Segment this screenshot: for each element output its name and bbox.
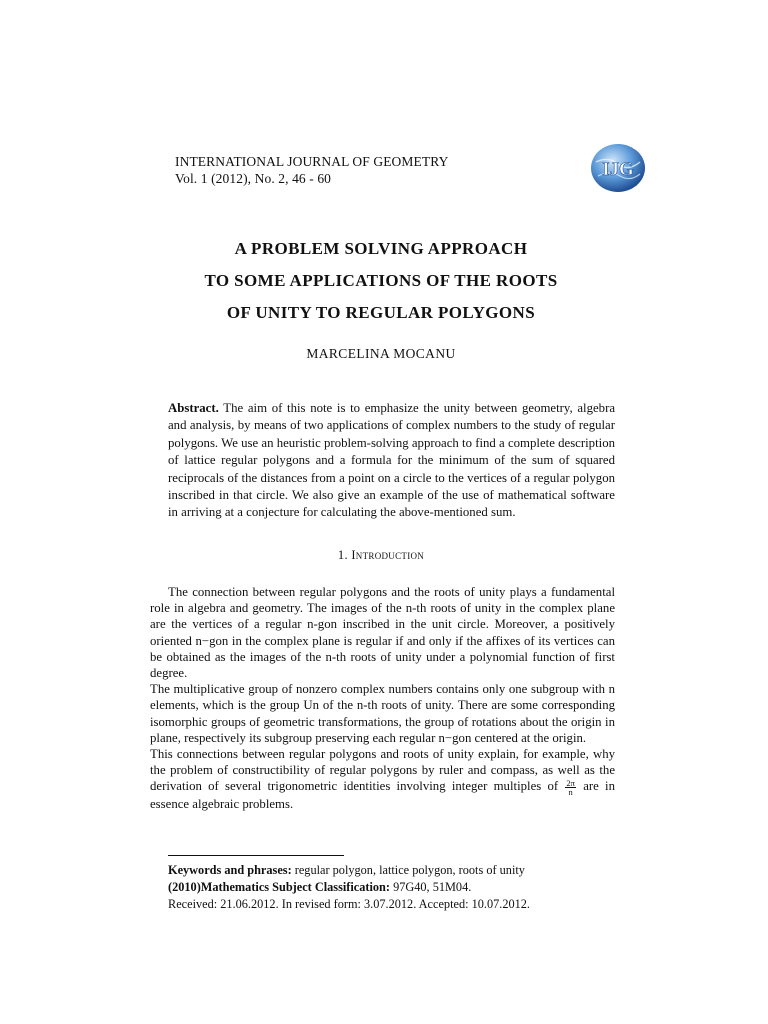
title-line-1: A PROBLEM SOLVING APPROACH: [234, 239, 528, 258]
paragraph-3-text-before: This connections between regular polygons and roots of unity explain, for example, why the problem of constructibility of regular polygons by ruler and compass, as well as the derivation of several trigonometric identities involving integer multiples of: [150, 747, 615, 794]
msc-value: 97G40, 51M04.: [393, 880, 472, 894]
logo-text: IJG: [602, 159, 634, 180]
footnotes: [168, 862, 618, 913]
paper-title: [150, 233, 612, 329]
journal-name: INTERNATIONAL JOURNAL OF GEOMETRY: [175, 154, 449, 169]
fraction-numerator: 2π: [566, 778, 575, 788]
section-heading: [150, 548, 612, 563]
fraction-denominator: n: [568, 787, 573, 797]
fraction-two-pi-over-n: [565, 779, 576, 796]
paragraph-2-text: The multiplicative group of nonzero complex numbers contains only one subgroup with n elements, which is the group Un of the n-th roots of unity. There are some corresponding isomorphic groups of geometric transformations, the group of rotations about the origin in plane, respectively its subgroup preserving each regular n−gon centered at the origin.: [150, 682, 615, 745]
volume-info: Vol. 1 (2012), No. 2, 46 - 60: [175, 171, 332, 186]
section-title: Introduction: [351, 548, 425, 562]
section-body: [150, 584, 615, 812]
author-name: MARCELINA MOCANU: [306, 346, 456, 361]
title-line-2: TO SOME APPLICATIONS OF THE ROOTS: [204, 271, 558, 290]
paragraph: [150, 746, 615, 812]
abstract: [168, 400, 615, 522]
keywords-value: regular polygon, lattice polygon, roots of unity: [294, 863, 525, 877]
abstract-text: The aim of this note is to emphasize the unity between geometry, algebra and analysis, by means of two applications of complex numbers to the study of regular polygons. We use an heuristic problem-solving approach to find a complete description of lattice regular polygons and a formula for the minimum of the sum of squared reciprocals of the distances from a point on a circle to the vertices of a regular polygon inscribed in that circle. We also give an example of the use of mathematical software in arriving at a conjecture for calculating the above-mentioned sum.: [168, 401, 616, 520]
paragraph-1-text: The connection between regular polygons and the roots of unity plays a fundamental role in algebra and geometry. The images of the n-th roots of unity in the complex plane are the vertices of a regular n-gon inscribed in the unit circle. Moreover, a positively oriented n−gon in the complex plane is regular if and only if the affixes of its vertices can be obtained as the images of the n-th roots of unity under a polynomial function of first degree.: [150, 585, 615, 681]
paragraph-3-text-after: are in essence algebraic problems.: [150, 779, 616, 811]
journal-logo-icon: [588, 142, 648, 194]
abstract-label: Abstract.: [168, 401, 219, 415]
msc-label: (2010)Mathematics Subject Classification:: [168, 880, 390, 894]
section-number: 1.: [337, 548, 348, 562]
keywords-label: Keywords and phrases:: [168, 863, 292, 877]
footnote-rule: [168, 855, 344, 856]
keywords-line: [168, 862, 618, 879]
msc-line: [168, 879, 618, 896]
title-line-3: OF UNITY TO REGULAR POLYGONS: [226, 303, 536, 322]
paragraph: [150, 681, 615, 746]
dates-line: Received: 21.06.2012. In revised form: 3.07.2012. Accepted: 10.07.2012.: [168, 897, 531, 911]
paragraph: [150, 584, 615, 681]
journal-header: [175, 153, 448, 187]
